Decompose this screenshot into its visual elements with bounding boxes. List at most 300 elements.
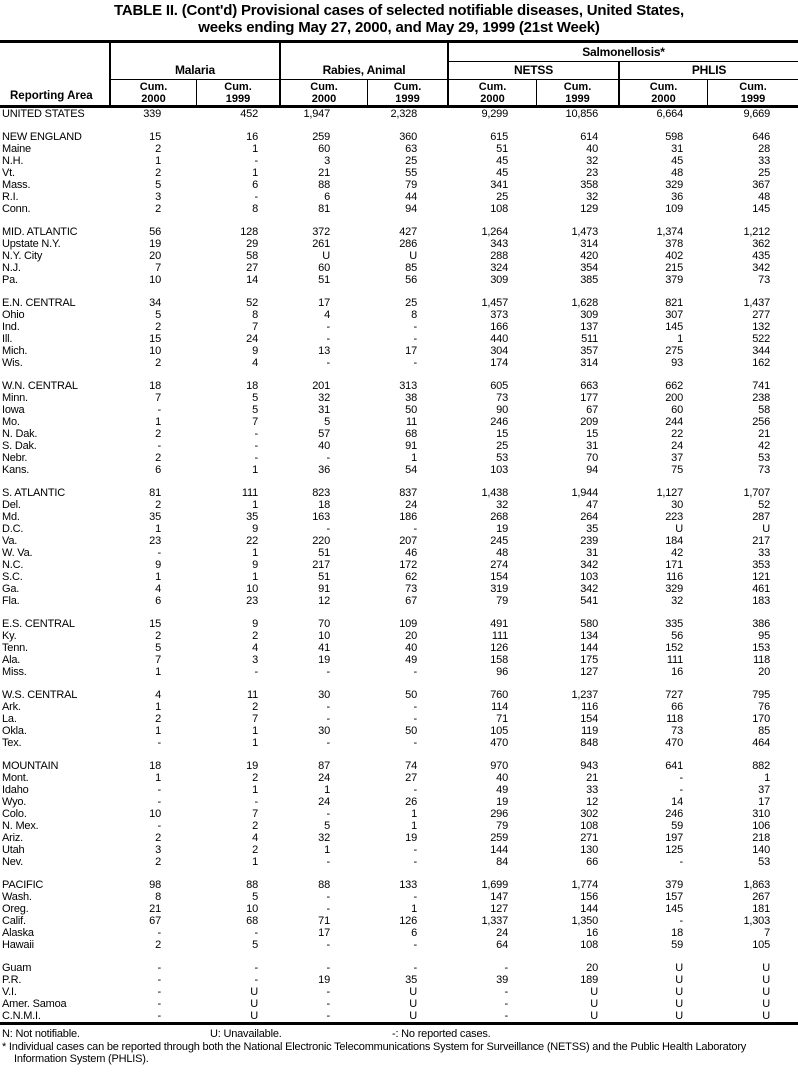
value-cell: 26 — [405, 796, 417, 808]
section-spacer — [0, 868, 798, 879]
value-cell: 145 — [665, 903, 683, 915]
value-cell: 108 — [490, 203, 508, 215]
reporting-area-cell: Ill. — [2, 333, 13, 345]
value-cell: 189 — [580, 974, 598, 986]
table-row — [0, 250, 798, 262]
value-cell: 30 — [318, 725, 330, 737]
value-cell: 343 — [490, 238, 508, 250]
reporting-area-cell: W.N. CENTRAL — [2, 380, 78, 392]
value-cell: 378 — [665, 238, 683, 250]
value-cell: 186 — [399, 511, 417, 523]
value-cell: - — [413, 962, 417, 974]
value-cell: 379 — [665, 879, 683, 891]
value-cell: 379 — [665, 274, 683, 286]
value-cell: 79 — [496, 595, 508, 607]
value-cell: 96 — [496, 666, 508, 678]
value-cell: 341 — [490, 179, 508, 191]
value-cell: 38 — [405, 392, 417, 404]
reporting-area-cell: Ariz. — [2, 832, 24, 844]
value-cell: 821 — [665, 297, 683, 309]
reporting-area-cell: MID. ATLANTIC — [2, 226, 78, 238]
value-cell: 91 — [318, 583, 330, 595]
value-cell: 1 — [252, 856, 258, 868]
value-cell: 342 — [580, 559, 598, 571]
legend-unavailable: U: Unavailable. — [210, 1028, 282, 1040]
value-cell: 5 — [155, 309, 161, 321]
value-cell: 40 — [318, 440, 330, 452]
legend-no-reported-cases: -: No reported cases. — [392, 1028, 491, 1040]
value-cell: 2 — [155, 321, 161, 333]
value-cell: U — [762, 962, 770, 974]
value-cell: 73 — [758, 274, 770, 286]
value-cell: 641 — [665, 760, 683, 772]
table-row — [0, 595, 798, 607]
value-cell: 6 — [324, 191, 330, 203]
reporting-area-cell: Fla. — [2, 595, 20, 607]
value-cell: 21 — [149, 903, 161, 915]
value-cell: 470 — [665, 737, 683, 749]
value-cell: 11 — [246, 689, 258, 701]
table-body — [0, 108, 798, 1025]
value-cell: 286 — [399, 238, 417, 250]
value-cell: 209 — [580, 416, 598, 428]
value-cell: 19 — [246, 760, 258, 772]
value-cell: 522 — [752, 333, 770, 345]
value-cell: 25 — [405, 297, 417, 309]
value-cell: 217 — [752, 535, 770, 547]
value-cell: 36 — [318, 464, 330, 476]
value-cell: 17 — [405, 345, 417, 357]
value-cell: 970 — [490, 760, 508, 772]
value-cell: 402 — [665, 250, 683, 262]
value-cell: 60 — [318, 262, 330, 274]
value-cell: 140 — [752, 844, 770, 856]
value-cell: 367 — [752, 179, 770, 191]
value-cell: 84 — [496, 856, 508, 868]
value-cell: 19 — [405, 832, 417, 844]
value-cell: 128 — [240, 226, 258, 238]
value-cell: 20 — [586, 962, 598, 974]
value-cell: 4 — [155, 689, 161, 701]
value-cell: 18 — [671, 927, 683, 939]
table-row — [0, 321, 798, 333]
value-cell: - — [413, 701, 417, 713]
value-cell: 760 — [490, 689, 508, 701]
value-cell: 31 — [671, 143, 683, 155]
value-cell: 27 — [405, 772, 417, 784]
value-cell: U — [590, 1010, 598, 1022]
value-cell: 207 — [399, 535, 417, 547]
value-cell: 329 — [665, 179, 683, 191]
value-cell: 42 — [758, 440, 770, 452]
value-cell: 362 — [752, 238, 770, 250]
table-row — [0, 428, 798, 440]
value-cell: - — [326, 321, 330, 333]
reporting-area-cell: Ohio — [2, 309, 25, 321]
value-cell: 145 — [752, 203, 770, 215]
value-cell: 2 — [155, 357, 161, 369]
value-cell: - — [326, 891, 330, 903]
value-cell: 154 — [490, 571, 508, 583]
value-cell: 1,303 — [743, 915, 770, 927]
value-cell: - — [254, 796, 258, 808]
value-cell: 118 — [753, 654, 770, 666]
value-cell: 47 — [586, 499, 598, 511]
value-cell: 267 — [752, 891, 770, 903]
value-cell: - — [326, 333, 330, 345]
value-cell: 598 — [665, 131, 683, 143]
value-cell: 19 — [318, 974, 330, 986]
value-cell: 8 — [155, 891, 161, 903]
value-cell: 1,863 — [743, 879, 770, 891]
value-cell: - — [413, 357, 417, 369]
value-cell: 9 — [252, 618, 258, 630]
value-cell: 111 — [241, 487, 258, 499]
value-cell: 52 — [246, 297, 258, 309]
group-header-rabies-animal: Rabies, Animal — [281, 43, 449, 79]
reporting-area-cell: Wash. — [2, 891, 32, 903]
value-cell: 440 — [490, 333, 508, 345]
value-cell: 307 — [665, 309, 683, 321]
value-cell: - — [254, 428, 258, 440]
value-cell: 157 — [665, 891, 683, 903]
reporting-area-cell: Del. — [2, 499, 21, 511]
value-cell: 511 — [581, 333, 598, 345]
table-row — [0, 583, 798, 595]
value-cell: - — [679, 856, 683, 868]
value-cell: 15 — [496, 428, 508, 440]
value-cell: 16 — [246, 131, 258, 143]
value-cell: 10 — [246, 583, 258, 595]
value-cell: - — [326, 713, 330, 725]
table-row — [0, 939, 798, 951]
section-spacer — [0, 215, 798, 226]
table-row — [0, 998, 798, 1010]
value-cell: 58 — [246, 250, 258, 262]
reporting-area-cell: Utah — [2, 844, 25, 856]
value-cell: - — [413, 891, 417, 903]
reporting-area-cell: Amer. Samoa — [2, 998, 67, 1010]
value-cell: 3 — [252, 654, 258, 666]
value-cell: 1 — [252, 167, 258, 179]
value-cell: - — [254, 974, 258, 986]
value-cell: 153 — [752, 642, 770, 654]
value-cell: 309 — [580, 309, 598, 321]
value-cell: - — [157, 1010, 161, 1022]
value-cell: 109 — [665, 203, 683, 215]
value-cell: 1 — [155, 523, 161, 535]
value-cell: 32 — [496, 499, 508, 511]
value-cell: 152 — [665, 642, 683, 654]
value-cell: 147 — [490, 891, 508, 903]
table-row — [0, 179, 798, 191]
value-cell: 79 — [405, 179, 417, 191]
value-cell: 1 — [155, 725, 161, 737]
value-cell: - — [254, 927, 258, 939]
value-cell: 163 — [312, 511, 330, 523]
value-cell: 275 — [665, 345, 683, 357]
value-cell: 45 — [496, 155, 508, 167]
table-row — [0, 274, 798, 286]
value-cell: 144 — [490, 844, 508, 856]
value-cell: 81 — [318, 203, 330, 215]
reporting-area-cell: N.H. — [2, 155, 24, 167]
value-cell: 51 — [318, 547, 330, 559]
value-cell: 1 — [155, 772, 161, 784]
value-cell: 220 — [312, 535, 330, 547]
reporting-area-cell: UNITED STATES — [2, 108, 85, 120]
value-cell: - — [254, 962, 258, 974]
table-row — [0, 832, 798, 844]
value-cell: - — [326, 986, 330, 998]
value-cell: 296 — [490, 808, 508, 820]
value-cell: 88 — [318, 179, 330, 191]
value-cell: 10 — [149, 274, 161, 286]
table-row — [0, 108, 798, 120]
value-cell: U — [762, 974, 770, 986]
value-cell: 33 — [758, 155, 770, 167]
reporting-area-cell: Ark. — [2, 701, 21, 713]
value-cell: 420 — [580, 250, 598, 262]
table-row — [0, 701, 798, 713]
value-cell: U — [762, 523, 770, 535]
table-row — [0, 392, 798, 404]
value-cell: 1,457 — [481, 297, 508, 309]
value-cell: 339 — [143, 108, 161, 120]
value-cell: 130 — [580, 844, 598, 856]
table-row — [0, 844, 798, 856]
reporting-area-cell: Miss. — [2, 666, 27, 678]
value-cell: - — [326, 903, 330, 915]
value-cell: 217 — [312, 559, 330, 571]
value-cell: - — [157, 974, 161, 986]
value-cell: 2 — [252, 844, 258, 856]
value-cell: - — [326, 666, 330, 678]
value-cell: 73 — [496, 392, 508, 404]
value-cell: 18 — [318, 499, 330, 511]
table-row — [0, 915, 798, 927]
value-cell: 171 — [665, 559, 683, 571]
value-cell: 353 — [752, 559, 770, 571]
value-cell: 7 — [252, 321, 258, 333]
value-cell: 21 — [318, 167, 330, 179]
value-cell: 121 — [752, 571, 770, 583]
value-cell: 10 — [149, 345, 161, 357]
value-cell: 342 — [752, 262, 770, 274]
value-cell: U — [409, 1010, 417, 1022]
group-header-malaria: Malaria — [111, 43, 281, 79]
value-cell: 541 — [580, 595, 598, 607]
value-cell: 68 — [405, 428, 417, 440]
value-cell: 1 — [155, 155, 161, 167]
value-cell: 79 — [496, 820, 508, 832]
value-cell: 1,628 — [571, 297, 598, 309]
table-row — [0, 226, 798, 238]
table-row — [0, 630, 798, 642]
value-cell: 313 — [399, 380, 417, 392]
value-cell: 1 — [155, 666, 161, 678]
value-cell: U — [409, 998, 417, 1010]
value-cell: 288 — [490, 250, 508, 262]
value-cell: - — [413, 784, 417, 796]
value-cell: 605 — [490, 380, 508, 392]
value-cell: 741 — [752, 380, 770, 392]
reporting-area-cell: Ga. — [2, 583, 20, 595]
value-cell: 64 — [496, 939, 508, 951]
value-cell: 19 — [496, 796, 508, 808]
value-cell: 2 — [155, 832, 161, 844]
value-cell: U — [675, 962, 683, 974]
value-cell: 20 — [149, 250, 161, 262]
value-cell: 882 — [752, 760, 770, 772]
value-cell: 35 — [246, 511, 258, 523]
reporting-area-cell: Upstate N.Y. — [2, 238, 61, 250]
reporting-area-cell: S.C. — [2, 571, 23, 583]
value-cell: 40 — [586, 143, 598, 155]
reporting-area-cell: Tenn. — [2, 642, 28, 654]
reporting-area-cell: Minn. — [2, 392, 28, 404]
col-header-phlis-cum-2000: Cum. 2000 — [620, 79, 708, 105]
value-cell: - — [326, 701, 330, 713]
value-cell: 24 — [318, 796, 330, 808]
table-row — [0, 440, 798, 452]
value-cell: 9 — [155, 559, 161, 571]
value-cell: U — [675, 974, 683, 986]
table-row — [0, 262, 798, 274]
value-cell: 7 — [252, 416, 258, 428]
value-cell: 28 — [758, 143, 770, 155]
value-cell: 1,374 — [656, 226, 683, 238]
value-cell: 25 — [496, 440, 508, 452]
value-cell: 42 — [671, 547, 683, 559]
value-cell: 35 — [405, 974, 417, 986]
value-cell: 314 — [580, 238, 598, 250]
value-cell: 53 — [496, 452, 508, 464]
value-cell: 2 — [252, 630, 258, 642]
value-cell: - — [254, 666, 258, 678]
value-cell: - — [413, 939, 417, 951]
reporting-area-cell: Okla. — [2, 725, 27, 737]
asterisk-footnote: * Individual cases can be reported through both the National Electronic Telecommunications System for Surveillance (NETSS) and the Public Health Laboratory Information System (PHLIS). — [2, 1041, 747, 1065]
reporting-area-cell: R.I. — [2, 191, 19, 203]
value-cell: - — [413, 333, 417, 345]
value-cell: 18 — [246, 380, 258, 392]
value-cell: 6 — [252, 179, 258, 191]
value-cell: 158 — [490, 654, 508, 666]
value-cell: 170 — [752, 713, 770, 725]
value-cell: 71 — [496, 713, 508, 725]
value-cell: 134 — [580, 630, 598, 642]
value-cell: 14 — [671, 796, 683, 808]
table-row — [0, 760, 798, 772]
value-cell: 943 — [580, 760, 598, 772]
value-cell: 126 — [399, 915, 417, 927]
value-cell: 95 — [758, 630, 770, 642]
value-cell: - — [504, 962, 508, 974]
value-cell: 1 — [252, 547, 258, 559]
value-cell: 40 — [405, 642, 417, 654]
table-row — [0, 962, 798, 974]
value-cell: 91 — [405, 440, 417, 452]
value-cell: 48 — [758, 191, 770, 203]
value-cell: 1,944 — [571, 487, 598, 499]
value-cell: 39 — [496, 974, 508, 986]
value-cell: 1 — [252, 737, 258, 749]
value-cell: 5 — [155, 642, 161, 654]
value-cell: 23 — [149, 535, 161, 547]
reporting-area-cell: Guam — [2, 962, 32, 974]
value-cell: 304 — [490, 345, 508, 357]
table-row — [0, 903, 798, 915]
value-cell: 3 — [155, 191, 161, 203]
value-cell: 1 — [252, 725, 258, 737]
value-cell: 68 — [246, 915, 258, 927]
value-cell: 4 — [155, 583, 161, 595]
value-cell: - — [504, 986, 508, 998]
section-spacer — [0, 476, 798, 487]
value-cell: 94 — [405, 203, 417, 215]
value-cell: 461 — [752, 583, 770, 595]
value-cell: 56 — [149, 226, 161, 238]
value-cell: 76 — [758, 701, 770, 713]
value-cell: 85 — [758, 725, 770, 737]
value-cell: 1 — [677, 333, 683, 345]
value-cell: 35 — [586, 523, 598, 535]
value-cell: 58 — [758, 404, 770, 416]
table-row — [0, 333, 798, 345]
table-row — [0, 380, 798, 392]
value-cell: 2 — [155, 428, 161, 440]
value-cell: 41 — [318, 642, 330, 654]
value-cell: 1,212 — [743, 226, 770, 238]
reporting-area-cell: N.Y. City — [2, 250, 43, 262]
value-cell: 5 — [252, 392, 258, 404]
legend-not-notifiable: N: Not notifiable. — [2, 1028, 80, 1040]
value-cell: 73 — [671, 725, 683, 737]
value-cell: 1 — [411, 820, 417, 832]
value-cell: 126 — [490, 642, 508, 654]
reporting-area-cell: Ala. — [2, 654, 21, 666]
value-cell: - — [679, 915, 683, 927]
value-cell: 20 — [405, 630, 417, 642]
value-cell: 5 — [252, 891, 258, 903]
value-cell: 90 — [496, 404, 508, 416]
reporting-area-cell: N. Mex. — [2, 820, 39, 832]
value-cell: 197 — [665, 832, 683, 844]
value-cell: 10 — [318, 630, 330, 642]
value-cell: 310 — [752, 808, 770, 820]
reporting-area-cell: N. Dak. — [2, 428, 38, 440]
table-title-line2: weeks ending May 27, 2000, and May 29, 1999 (21st Week) — [198, 19, 600, 36]
value-cell: 145 — [665, 321, 683, 333]
value-cell: - — [326, 998, 330, 1010]
value-cell: U — [675, 986, 683, 998]
value-cell: 73 — [758, 464, 770, 476]
reporting-area-cell: W.S. CENTRAL — [2, 689, 78, 701]
value-cell: 59 — [671, 820, 683, 832]
value-cell: 2 — [155, 939, 161, 951]
table-row — [0, 784, 798, 796]
table-header — [0, 40, 798, 108]
value-cell: 103 — [580, 571, 598, 583]
value-cell: 33 — [586, 784, 598, 796]
value-cell: 129 — [580, 203, 598, 215]
legend-row — [0, 1028, 798, 1040]
value-cell: 268 — [490, 511, 508, 523]
value-cell: 19 — [318, 654, 330, 666]
col-header-malaria-cum-1999: Cum. 1999 — [197, 79, 281, 105]
table-row — [0, 297, 798, 309]
